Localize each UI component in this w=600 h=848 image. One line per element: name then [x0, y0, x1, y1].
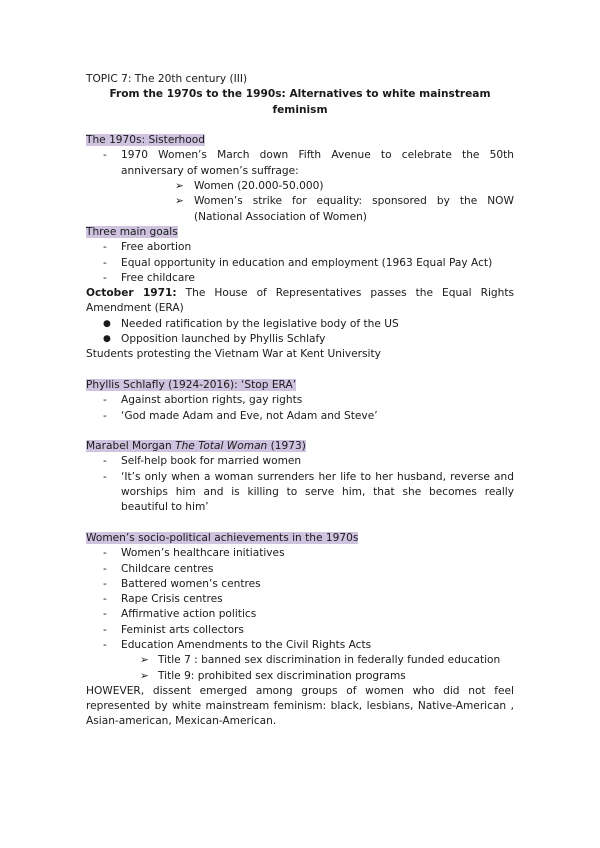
list-item: - Battered women’s centres	[103, 577, 261, 590]
bullet-item: ● Needed ratification by the legislative body of the US	[86, 317, 514, 332]
list-item: - ‘It’s only when a woman surrenders her life to her husband, reverse and worships him and is killing to serve him, that she becomes really beautiful to him’	[103, 470, 514, 514]
list-item: - Childcare centres	[103, 562, 214, 575]
list-item: - ‘God made Adam and Eve, not Adam and Steve’	[103, 409, 378, 422]
title-line-1: From the 1970s to the 1990s: Alternatives to white mainstream	[109, 88, 491, 101]
title-line-2: feminism	[272, 103, 328, 116]
list-item: - Feminist arts collectors	[103, 623, 244, 636]
arrow-bullet-icon: ➢	[140, 654, 149, 667]
students-line: Students protesting the Vietnam War at Kent University	[86, 348, 381, 361]
list-item: - Equal opportunity in education and employment (1963 Equal Pay Act)	[103, 256, 493, 269]
era-paragraph: October 1971: The House of Representatives passes the Equal Rights Amendment (ERA)	[86, 287, 515, 315]
section-heading-goals: Three main goals	[86, 225, 178, 238]
list-subitem: ➢ Women (20.000-50.000)	[86, 179, 514, 194]
topic-label: TOPIC 7: The 20th century (III)	[86, 73, 248, 85]
list-item: - Self-help book for married women	[103, 455, 302, 468]
section-heading-schlafly: Phyllis Schlafly (1924-2016): ‘Stop ERA’	[86, 378, 297, 391]
arrow-bullet-icon: ➢	[175, 195, 184, 208]
document-page	[86, 72, 514, 730]
section-heading-sisterhood: The 1970s: Sisterhood	[86, 134, 205, 147]
list-item: - Education Amendments to the Civil Rights Acts	[103, 638, 372, 651]
bullet-icon: ●	[103, 318, 111, 329]
list-item: - Against abortion rights, gay rights	[103, 394, 303, 407]
list-item: - Free abortion	[103, 241, 192, 254]
list-subitem: ➢ Title 7 : banned sex discrimination in federally funded education	[86, 653, 514, 668]
bullet-icon: ●	[103, 334, 111, 345]
however-paragraph: HOWEVER, dissent emerged among groups of women who did not feel represented by white mainstream feminism: black, lesbians, Native-American , Asian-american, Mexican-American.	[86, 684, 514, 728]
list-item: - Rape Crisis centres	[103, 593, 223, 606]
list-subitem: ➢ Title 9: prohibited sex discrimination programs	[86, 669, 514, 684]
list-item: - 1970 Women’s March down Fifth Avenue to celebrate the 50th anniversary of women’s suffrage:	[103, 149, 514, 177]
list-item: - Free childcare	[103, 271, 195, 284]
arrow-bullet-icon: ➢	[140, 669, 149, 682]
list-subitem: ➢ Women’s strike for equality: sponsored by the NOW (National Association of Women)	[175, 195, 514, 223]
list-item: - Women’s healthcare initiatives	[103, 547, 285, 560]
section-heading-morgan: Marabel Morgan The Total Woman (1973)	[86, 440, 306, 453]
section-heading-achievements: Women’s socio-political achievements in the 1970s	[86, 531, 359, 544]
arrow-bullet-icon: ➢	[175, 180, 184, 193]
list-item: - Affirmative action politics	[103, 608, 257, 621]
bullet-item: ● Opposition launched by Phyllis Schlafy	[86, 332, 514, 347]
